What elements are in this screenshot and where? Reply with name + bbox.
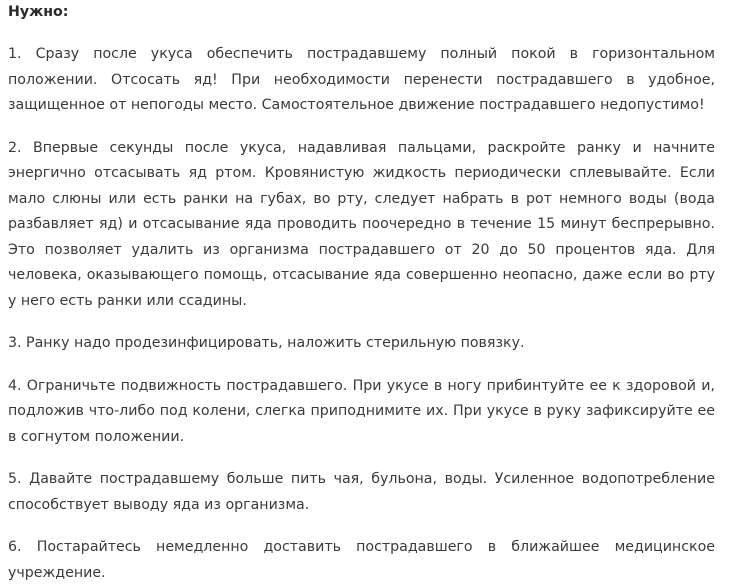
instruction-item-1: 1. Сразу после укуса обеспечить пострадавшему полный покой в горизонтальном положении. Отсосать яд! При необходимости перенести пострадавшего в удобное, защищенное от непогоды место. Самостоятельное движение пострадавшего недопустимо! [8, 46, 715, 113]
instruction-item-3: 3. Ранку надо продезинфицировать, наложить стерильную повязку. [8, 335, 525, 351]
article-body [8, 0, 715, 586]
instruction-item-6: 6. Постарайтесь немедленно доставить пострадавшего в ближайшее медицинское учреждение. [8, 539, 715, 581]
instruction-item-5: 5. Давайте пострадавшему больше пить чая, бульона, воды. Усиленное водопотребление способствует выводу яда из организма. [8, 471, 715, 513]
instruction-item-4: 4. Ограничьте подвижность пострадавшего. При укусе в ногу прибинтуйте ее к здоровой и, подложив что-либо под колени, слегка приподнимите их. При укусе в руку зафиксируйте ее в согнутом положении. [8, 377, 715, 445]
instruction-item-2: 2. Впервые секунды после укуса, надавливая пальцами, раскройте ранку и начните энергично отсасывать яд ртом. Кровянистую жидкость периодически сплевывайте. Если мало слюны или есть ранки на губах, во рту, следует набрать в рот немного воды (вода разбавляет яд) и отсасывание яда проводить поочередно в течение 15 минут беспрерывно. Это позволяет удалить из организма пострадавшего от 20 до 50 процентов яда. Для человека, оказывающего помощь, отсасывание яда совершенно неопасно, даже если во рту у него есть ранки или ссадины. [8, 139, 715, 309]
section-heading: Нужно: [8, 4, 69, 20]
